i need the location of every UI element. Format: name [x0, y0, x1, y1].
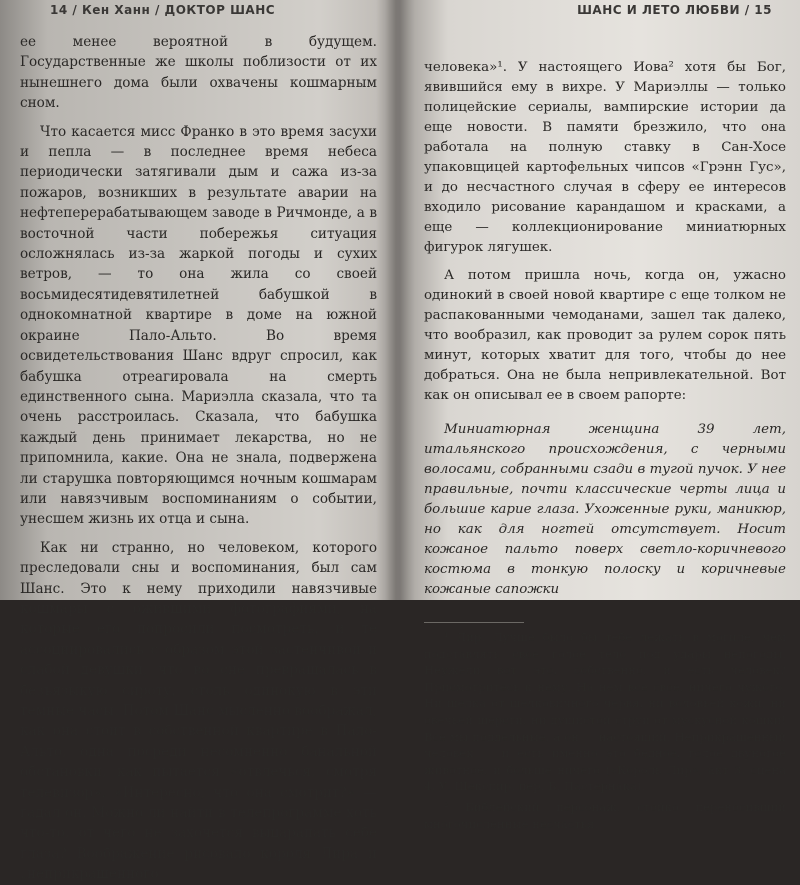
- footnote-1: ¹ Лир. Лучше было бы тебе лежать в могиле, чем подставлять свое голое тело под удары непогоды. Неужели вот это, собственно, и есть человек? Присмотритесь к нему. На нем все свое, ничего чужого. Ни шелка от шелковичного червя, ни воловьей кожи, ни овечьей шерсти, ни душистой струи от мускусной кошки! Все мы поддельные, а он — настоящий. Неприкрашенный человек — и есть именно это бедное, голое двуногое животное, и больше ничего («Король Лир», акт 3, сцена 4, У. Шекспир, пер. Б. Пастернака).: [424, 630, 786, 794]
- report-description-text: Миниатюрная женщина 39 лет, итальянского происхождения, с черными волосами, собранными сзади в тугой пучок. У нее правильные, почти классические черты лица и большие карие глаза. Ухоженные руки, маникюр, но как для ногтей отсутствует. Носит кожаное пальто поверх светло-коричневого костюма в тонкую полоску и коричневые кожаные сапожки: [424, 422, 786, 597]
- left-body-text: [20, 32, 377, 885]
- right-page: [400, 0, 800, 831]
- footnote-2: ² Библейский персонаж, стойко переносивший многочисленные несчастья.: [424, 799, 786, 831]
- right-body-text: [424, 58, 786, 406]
- right-paragraph-1: человека»¹. У настоящего Иова² хотя бы Бог, явившийся ему в вихре. У Мариэллы — только полицейские сериалы, вампирские истории да еще новости. В памяти брезжило, что она работала на полную ставку в Сан-Хосе упаковщицей картофельных чипсов «Грэнн Гус», и до несчастного случая в сферу ее интересов входило рисование карандашом и красками, а еще — коллекционирование миниатюрных фигурок лягушек.: [424, 60, 786, 255]
- right-running-head: ШАНС И ЛЕТО ЛЮБВИ / 15: [577, 3, 772, 17]
- left-paragraph-3: Как ни странно, но человеком, которого преследовали сны и воспоминания, был сам Шанс. Это к нему приходили навязчивые кошмары с ожившими фотографиями, на которые его попросили посмотреть, и те ассоциировались с образом этой застенчивой и слабой девушки, что во сне превращалась в безъязыкую сироту, столь одинокую в эти темные часы. Потом Шанс мысленно воображал, как она стоит в собственной квартире в Пало-Альто, одна посреди несомненно банальной обстановки, как пытается «отвлечься, смотря телевизор». «Интересно, что она смотрит?» — гадал он. Можно ли найти в телепрограмме хоть что-то, от чего не захочется выцарапать себе глаза? Воображение рисовало короля Лира и „неприкрашенного: [20, 539, 377, 883]
- left-paragraph-1: ее менее вероятной в будущем. Государственные же школы поблизости от их нынешнего дома были охвачены кошмарным сном.: [20, 34, 377, 112]
- left-paragraph-2: Что касается мисс Франко в это время засухи и пепла — в последнее время небеса периодически затягивали дым и сажа из-за пожаров, возникших в результате аварии на нефтеперерабатывающем заводе в Ричмонде, а в восточной части побережья ситуация осложнялась из-за жаркой погоды и сухих ветров, — то она жила со своей восьмидесятидевятилетней бабушкой в однокомнатной квартире в доме на южной окраине Пало-Альто. Во время освидетельствования Шанс вдруг спросил, как бабушка отреагировала на смерть единственного сына. Мариэлла сказала, что та очень расстроилась. Сказала, что бабушка каждый день принимает лекарства, но не припомнила, какие. Она не знала, подвержена ли старушка повторяющимся ночным кошмарам или навязчивым воспоминаниям о событии, унесшем жизнь их отца и сына.: [20, 123, 377, 528]
- right-paragraph-2: А потом пришла ночь, когда он, ужасно одинокий в своей новой квартире с еще толком не распакованными чемоданами, зашел так далеко, что вообразил, как проводит за рулем сорок пять минут, которых хватит для того, чтобы до нее добраться. Она не была непривлекательной. Вот как он описывал ее в своем рапорте:: [424, 268, 786, 403]
- left-running-head: 14 / Кен Ханн / ДОКТОР ШАНС: [50, 3, 276, 17]
- footnotes: [424, 622, 786, 832]
- report-description: [424, 420, 786, 600]
- left-page: [0, 0, 395, 883]
- footnote-rule: [424, 622, 524, 623]
